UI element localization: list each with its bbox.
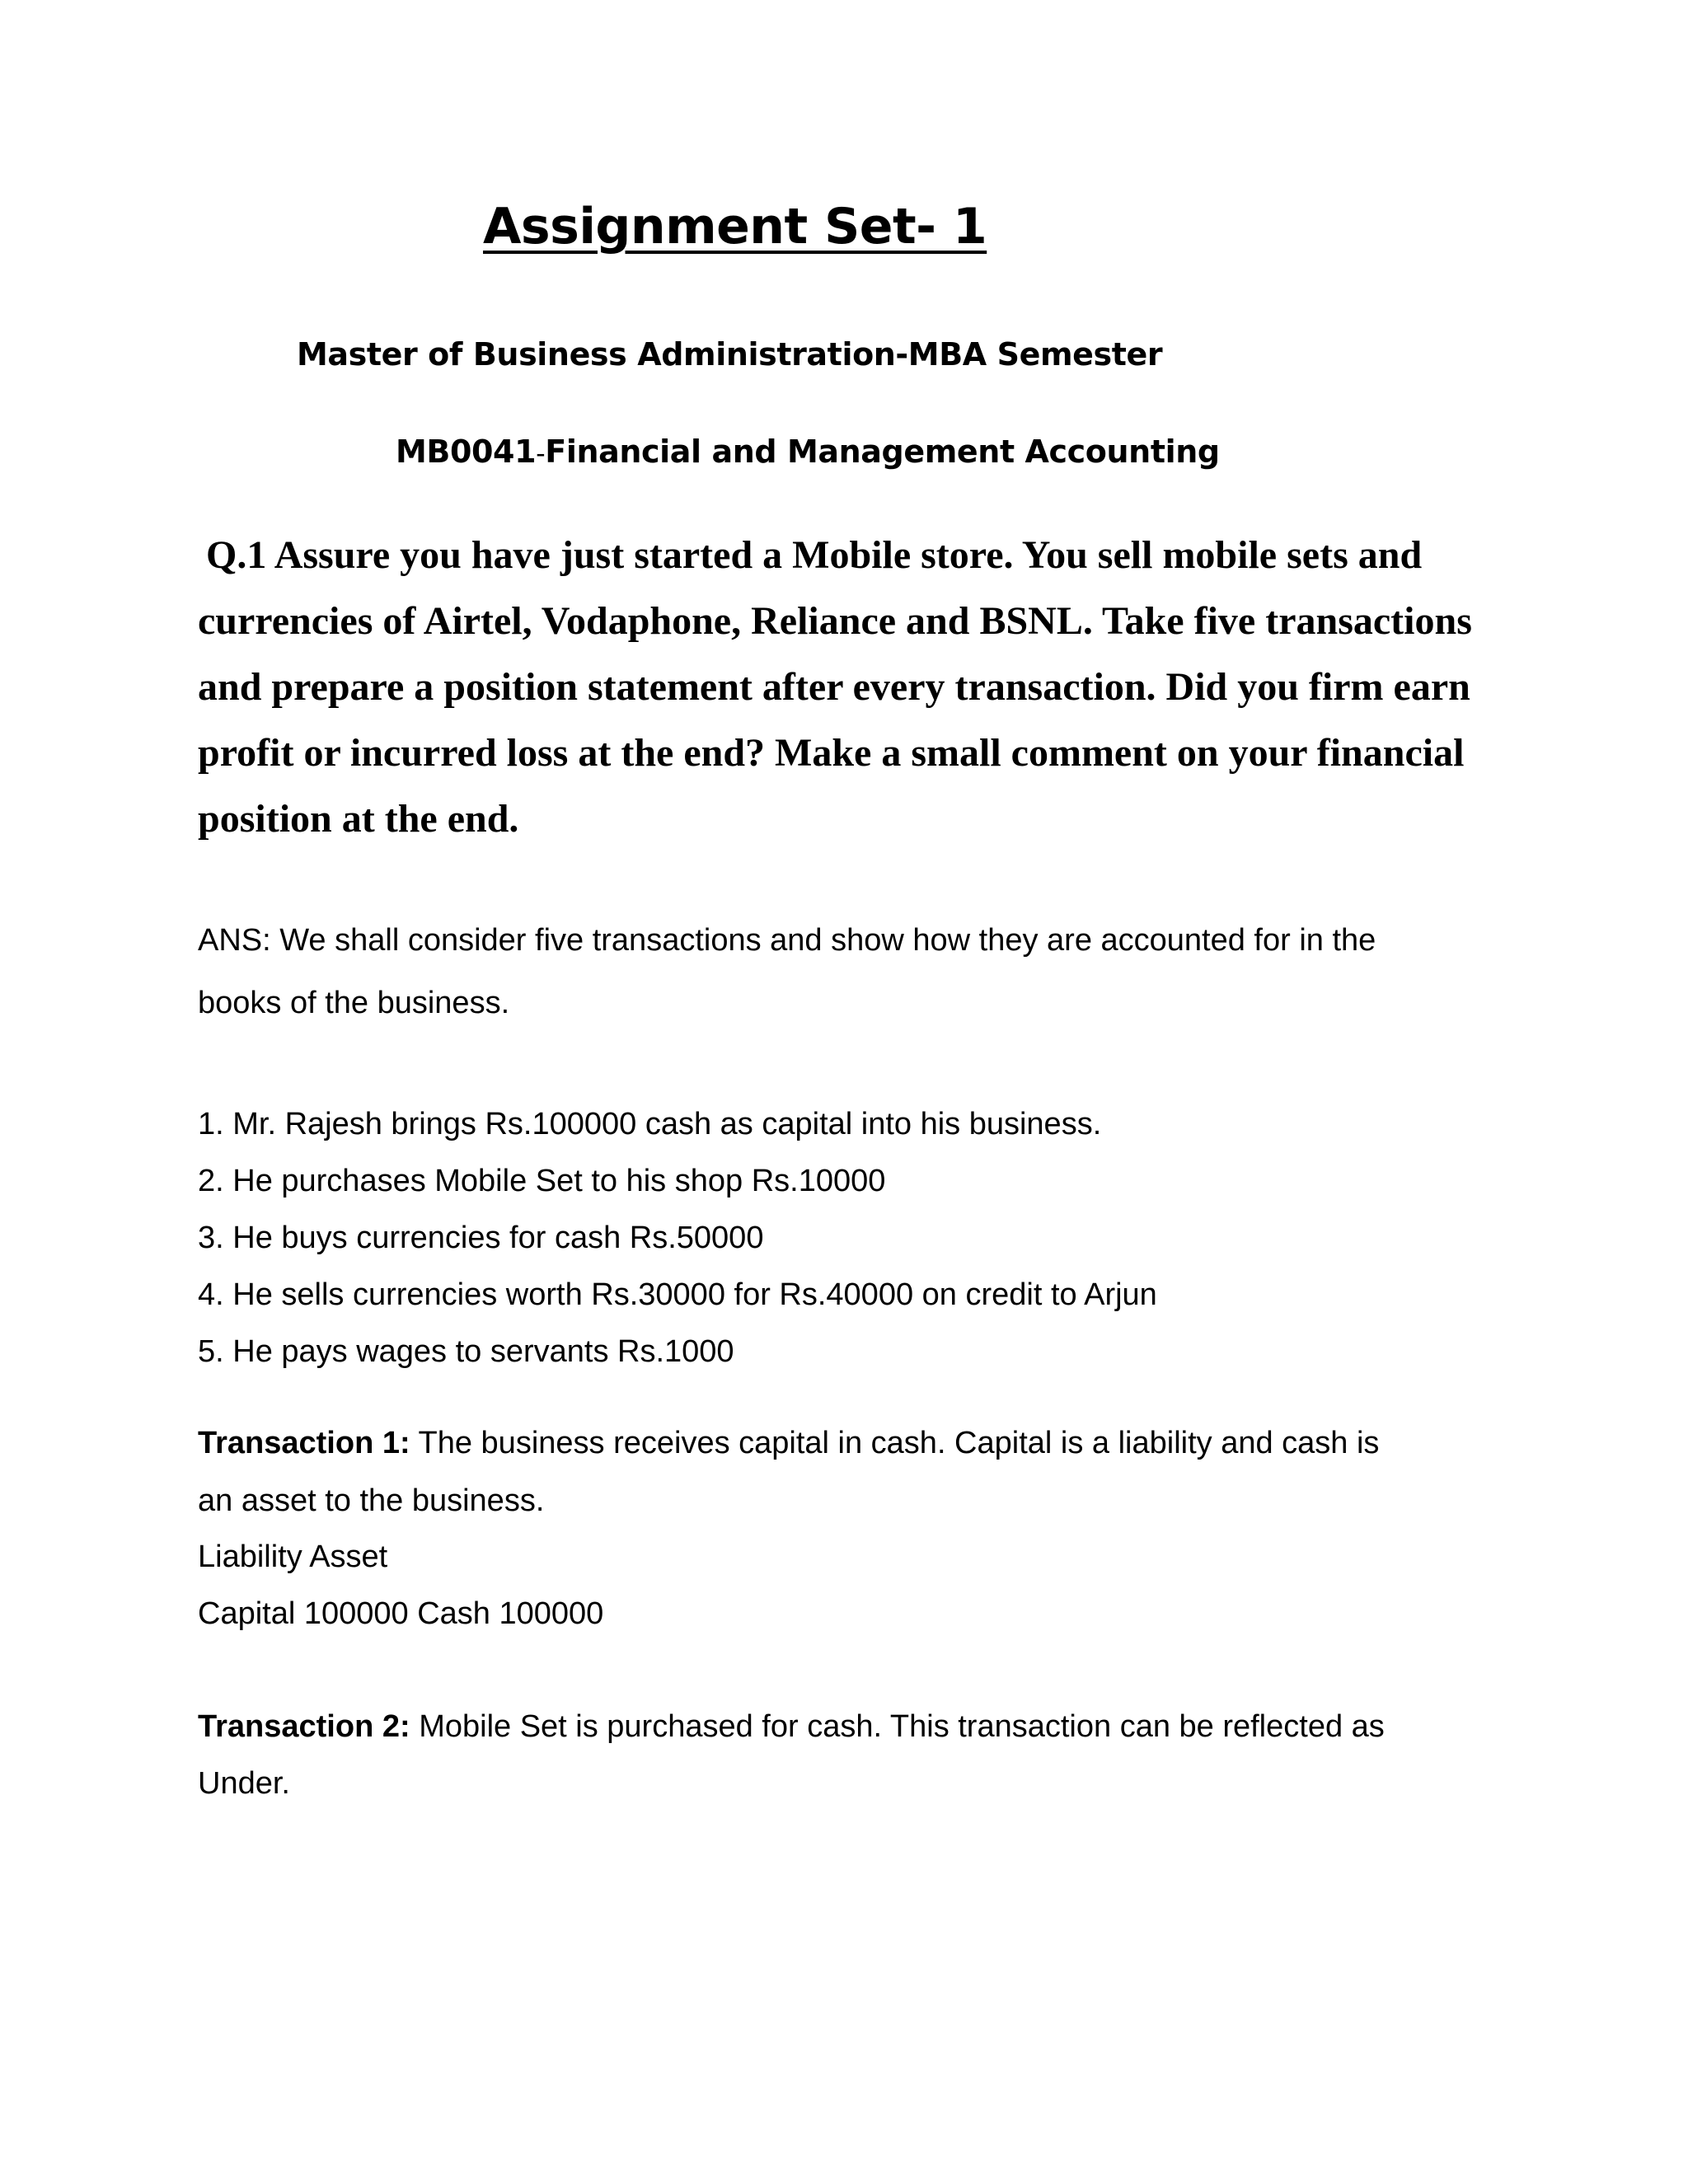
assignment-title: Assignment Set- 1 xyxy=(483,198,987,255)
transaction2-heading: Transaction 2: xyxy=(198,1709,410,1744)
transaction1-text-continued: an asset to the business. xyxy=(198,1483,545,1518)
course-hyphen: - xyxy=(536,438,546,469)
course-code: MB0041 xyxy=(396,434,537,470)
list-item: 2. He purchases Mobile Set to his shop Rs.10000 xyxy=(198,1164,886,1198)
answer-intro-line: ANS: We shall consider five transactions and show how they are accounted for in the xyxy=(198,923,1376,958)
transactions-list xyxy=(198,1096,1157,1380)
transaction1-text: The business receives capital in cash. Capital is a liability and cash is xyxy=(410,1426,1380,1460)
question-line: and prepare a position statement after every transaction. Did you firm earn xyxy=(198,665,1470,709)
list-item: 1. Mr. Rajesh brings Rs.100000 cash as capital into his business. xyxy=(198,1107,1102,1141)
transaction1-paragraph xyxy=(198,1426,1379,1461)
list-item: 5. He pays wages to servants Rs.1000 xyxy=(198,1334,734,1369)
transaction2-text-continued: Under. xyxy=(198,1766,290,1801)
transaction2-text: Mobile Set is purchased for cash. This transaction can be reflected as xyxy=(410,1709,1385,1744)
question-line: position at the end. xyxy=(198,797,519,841)
answer-intro-line: books of the business. xyxy=(198,986,510,1020)
transaction1-heading: Transaction 1: xyxy=(198,1426,410,1460)
question-line: currencies of Airtel, Vodaphone, Reliance and BSNL. Take five transactions xyxy=(198,599,1472,643)
list-item: 4. He sells currencies worth Rs.30000 for Rs.40000 on credit to Arjun xyxy=(198,1277,1157,1312)
question-line: Q.1 Assure you have just started a Mobile store. You sell mobile sets and xyxy=(206,533,1423,577)
program-heading: Master of Business Administration-MBA Semester xyxy=(297,336,1163,373)
transaction1-columns: Liability Asset xyxy=(198,1540,388,1574)
transaction2-paragraph xyxy=(198,1709,1385,1745)
list-item: 3. He buys currencies for cash Rs.50000 xyxy=(198,1221,764,1255)
question-block xyxy=(198,523,1472,852)
course-name: Financial and Management Accounting xyxy=(545,434,1220,470)
question-line: profit or incurred loss at the end? Make a small comment on your financial xyxy=(198,731,1465,775)
transaction1-values: Capital 100000 Cash 100000 xyxy=(198,1596,604,1631)
course-heading xyxy=(396,434,1220,470)
